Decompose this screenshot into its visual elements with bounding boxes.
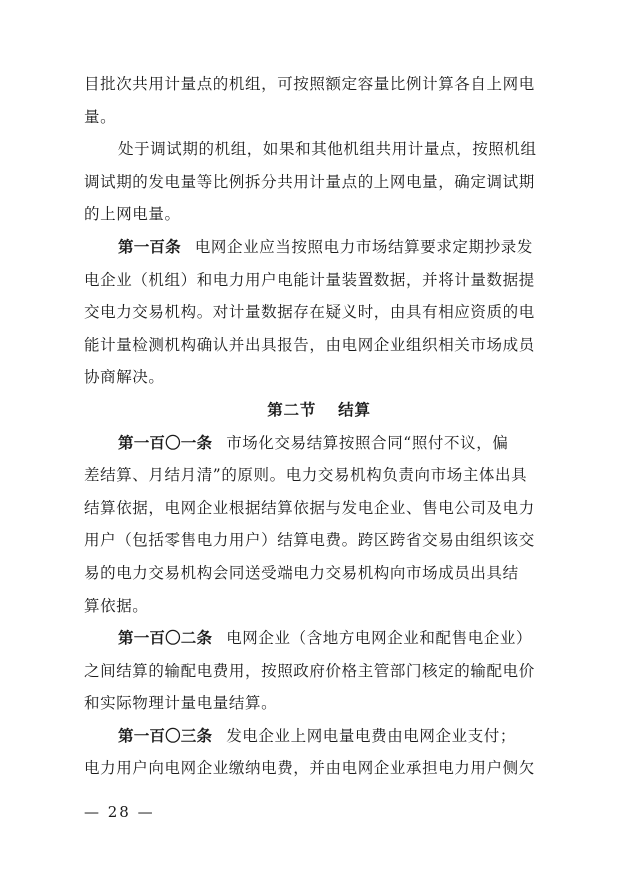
text-line xyxy=(84,101,554,134)
article-number: 第一百条 xyxy=(118,237,181,256)
line-text: 用户（包括零售电力用户）结算电费。跨区跨省交易由组织该交 xyxy=(84,531,535,550)
line-text: 电网企业应当按照电力市场结算要求定期抄录发 xyxy=(194,237,533,256)
text-line xyxy=(84,492,554,525)
line-text: 和实际物理计量电量结算。 xyxy=(84,694,278,713)
article-101-start xyxy=(84,427,554,460)
section-title: 结算 xyxy=(338,400,371,419)
line-text: 电企业（机组）和电力用户电能计量装置数据，并将计量数据提 xyxy=(84,270,535,289)
text-line xyxy=(84,329,554,362)
line-text: 算依据。 xyxy=(84,596,149,615)
line-text: 结算依据，电网企业根据结算依据与发电企业、售电公司及电力 xyxy=(84,498,535,517)
article-number: 第一百〇二条 xyxy=(118,629,213,648)
text-line xyxy=(84,590,554,623)
line-text: 电网企业（含地方电网企业和配售电企业） xyxy=(226,629,533,648)
text-line xyxy=(84,296,554,329)
text-line xyxy=(84,361,554,394)
paragraph-start xyxy=(84,133,554,166)
line-text: 易的电力交易机构会同送受端电力交易机构向市场成员出具结 xyxy=(84,563,519,582)
text-line xyxy=(84,198,554,231)
article-number: 第一百〇一条 xyxy=(118,433,213,452)
line-text: 目批次共用计量点的机组，可按照额定容量比例计算各自上网电 xyxy=(84,75,535,93)
line-text: 量。 xyxy=(84,107,117,126)
page-number: — 28 — xyxy=(84,803,155,821)
article-100-start xyxy=(84,231,554,264)
text-line xyxy=(84,557,554,590)
line-text: 之间结算的输配电费用，按照政府价格主管部门核定的输配电价 xyxy=(84,661,535,680)
text-line xyxy=(84,752,554,785)
section-heading xyxy=(84,394,554,427)
article-103-start xyxy=(84,720,554,753)
article-number: 第一百〇三条 xyxy=(118,726,213,745)
text-line xyxy=(84,524,554,557)
document-page xyxy=(84,68,554,785)
line-text: 能计量检测机构确认并出具报告，由电网企业组织相关市场成员 xyxy=(84,335,535,354)
article-102-start xyxy=(84,622,554,655)
line-text: 处于调试期的机组，如果和其他机组共用计量点，按照机组 xyxy=(118,140,537,159)
text-line xyxy=(84,166,554,199)
line-text: 电力用户向电网企业缴纳电费，并由电网企业承担电力用户侧欠 xyxy=(84,759,535,778)
text-line xyxy=(84,68,554,101)
line-text: 协商解决。 xyxy=(84,368,165,387)
text-line xyxy=(84,264,554,297)
line-text: 调试期的发电量等比例拆分共用计量点的上网电量，确定调试期 xyxy=(84,172,535,191)
section-number: 第二节 xyxy=(267,400,317,419)
line-text: 发电企业上网电量电费由电网企业支付； xyxy=(226,726,517,745)
line-text: 的上网电量。 xyxy=(84,205,181,224)
line-text: 差结算、月结月清”的原则。电力交易机构负责向市场主体出具 xyxy=(84,466,528,485)
line-text: 市场化交易结算按照合同“照付不议，偏 xyxy=(226,433,509,452)
text-line xyxy=(84,459,554,492)
text-line xyxy=(84,687,554,720)
text-line xyxy=(84,655,554,688)
line-text: 交电力交易机构。对计量数据存在疑义时，由具有相应资质的电 xyxy=(84,303,535,322)
